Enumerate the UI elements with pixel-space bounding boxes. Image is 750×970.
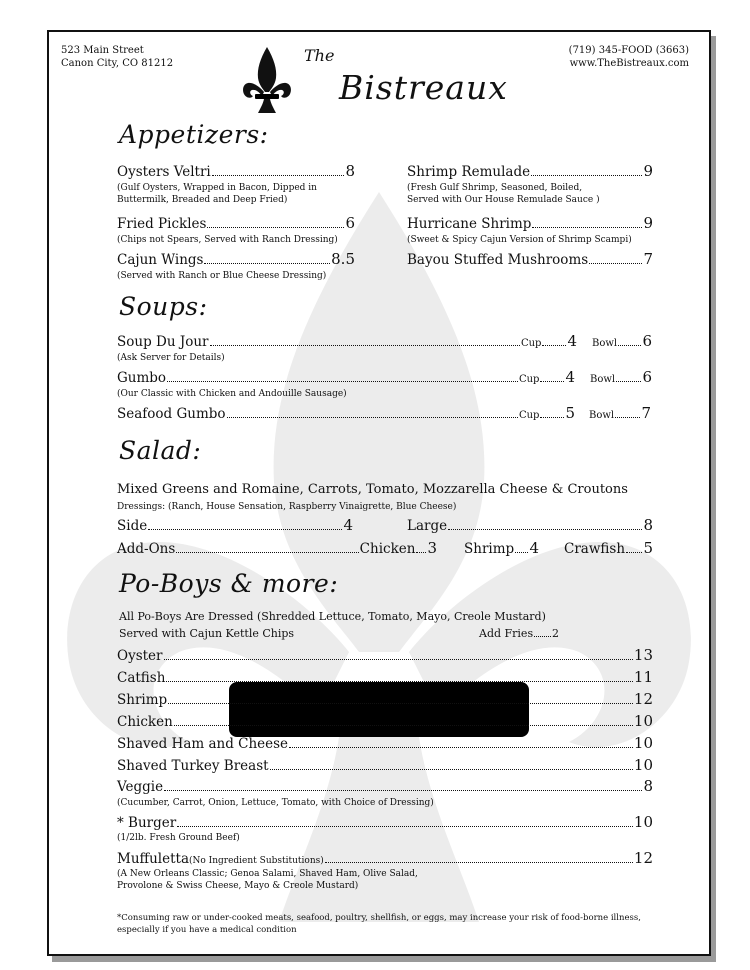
menu-item-shaved-turkey-breast	[117, 756, 653, 774]
menu-item-gumbo	[117, 368, 575, 386]
item-price: 10	[633, 756, 653, 774]
bowl-label: Bowl	[589, 410, 615, 421]
item-price: 4	[343, 516, 353, 534]
desc-line: Buttermilk, Breaded and Deep Fried)	[117, 195, 288, 205]
cup-price: 4	[565, 368, 575, 386]
item-price: 4	[529, 539, 539, 557]
item-price: 12	[633, 849, 653, 867]
salad-addon-crawfish	[564, 539, 653, 557]
phone-number: (719) 345-FOOD (3663)	[568, 45, 689, 56]
item-price: 9	[643, 162, 653, 180]
item-description: (Sweet & Spicy Cajun Version of Shrimp Scampi)	[407, 235, 632, 245]
menu-item-shrimp	[117, 690, 653, 708]
leader-dots	[416, 552, 426, 553]
desc-line: Provolone & Swiss Cheese, Mayo & Creole Mustard)	[117, 881, 359, 891]
salad-addons-chicken	[117, 539, 437, 557]
salad-addon-shrimp	[464, 539, 539, 557]
address-line-2: Canon City, CO 81212	[61, 58, 174, 69]
item-name: Soup Du Jour	[117, 334, 209, 350]
leader-dots	[616, 381, 641, 382]
item-price: 8.5	[331, 250, 355, 268]
leader-dots	[210, 345, 520, 346]
item-price: 2	[552, 627, 559, 640]
poboys-chips-note: Served with Cajun Kettle Chips	[119, 627, 295, 640]
cup-price: 5	[565, 404, 575, 422]
leader-dots	[164, 790, 642, 791]
leader-dots	[167, 381, 518, 382]
item-name: Oysters Veltri	[117, 164, 211, 180]
cup-label: Cup	[520, 338, 542, 349]
leader-dots	[270, 769, 633, 770]
item-price: 9	[643, 214, 653, 232]
item-price: 8	[643, 516, 653, 534]
menu-item-fried-pickles	[117, 214, 355, 232]
item-price: 3	[427, 539, 437, 557]
disclaimer-line: *Consuming raw or under-cooked meats, seafood, poultry, shellfish, or eggs, may increase your risk of food-borne illness,	[117, 913, 641, 923]
menu-item-oysters-veltri	[117, 162, 355, 180]
fleur-de-lis-logo-icon	[242, 45, 292, 115]
leader-dots	[176, 552, 358, 553]
menu-item-veggie	[117, 777, 653, 795]
cup-label: Cup	[518, 374, 540, 385]
item-name: Add Fries	[479, 627, 534, 640]
item-name: Seafood Gumbo	[117, 406, 226, 422]
menu-item-burger	[117, 813, 653, 831]
item-name: * Burger	[117, 815, 177, 831]
item-price: 10	[633, 813, 653, 831]
item-name: Chicken	[117, 714, 173, 730]
leader-dots	[166, 681, 632, 682]
cup-price: 4	[567, 332, 577, 350]
cup-label: Cup	[518, 410, 540, 421]
item-description: (Cucumber, Carrot, Onion, Lettuce, Tomato, with Choice of Dressing)	[117, 798, 434, 808]
disclaimer-line: especially if you have a medical condition	[117, 925, 297, 935]
item-price: 13	[633, 646, 653, 664]
leader-dots	[532, 227, 642, 228]
leader-dots	[289, 747, 633, 748]
soups-heading: Soups:	[119, 292, 208, 321]
leader-dots	[177, 826, 633, 827]
add-fries	[479, 627, 559, 640]
item-price: 12	[633, 690, 653, 708]
item-name: Large	[407, 518, 448, 534]
desc-line: (Fresh Gulf Shrimp, Seasoned, Boiled,	[407, 183, 583, 193]
menu-item-catfish	[117, 668, 653, 686]
salad-heading: Salad:	[119, 436, 202, 465]
menu-item-seafood-gumbo	[117, 404, 575, 422]
item-price: 10	[633, 712, 653, 730]
salad-dressings: Dressings: (Ranch, House Sensation, Raspberry Vinaigrette, Blue Cheese)	[117, 502, 457, 512]
website: www.TheBistreaux.com	[569, 58, 689, 69]
menu-item-cajun-wings	[117, 250, 355, 268]
item-description	[407, 182, 600, 206]
menu-item-hurricane-shrimp	[407, 214, 653, 232]
leader-dots	[618, 345, 641, 346]
address-line-1: 523 Main Street	[61, 45, 144, 56]
item-name: Bayou Stuffed Mushrooms	[407, 252, 589, 268]
item-description: (1/2lb. Fresh Ground Beef)	[117, 833, 240, 843]
menu-item-muffuletta	[117, 849, 653, 867]
item-price: 8	[643, 777, 653, 795]
item-name: Oyster	[117, 648, 163, 664]
salad-side	[117, 516, 353, 534]
leader-dots	[448, 529, 642, 530]
leader-dots	[174, 725, 633, 726]
leader-dots	[148, 529, 342, 530]
leader-dots	[227, 417, 518, 418]
leader-dots	[626, 552, 642, 553]
item-name: Hurricane Shrimp	[407, 216, 532, 232]
leader-dots	[542, 345, 566, 346]
bowl-price: 6	[642, 332, 652, 350]
item-description: (Ask Server for Details)	[117, 353, 225, 363]
item-name: Cajun Wings	[117, 252, 204, 268]
item-description: (Served with Ranch or Blue Cheese Dressing)	[117, 271, 327, 281]
menu-item-soup-du-jour	[117, 332, 577, 350]
footer-disclaimer	[117, 912, 641, 936]
item-name: Shrimp	[117, 692, 168, 708]
menu-item-chicken	[117, 712, 653, 730]
bowl-price: 6	[642, 368, 652, 386]
item-price: 7	[643, 250, 653, 268]
soup-bowl-price	[592, 332, 652, 350]
item-name: Shrimp Remulade	[407, 164, 531, 180]
salad-description: Mixed Greens and Romaine, Carrots, Tomato, Mozzarella Cheese & Croutons	[117, 482, 628, 497]
menu-page	[47, 30, 711, 956]
leader-dots	[207, 227, 344, 228]
item-description: (Chips not Spears, Served with Ranch Dressing)	[117, 235, 338, 245]
desc-line: (A New Orleans Classic; Genoa Salami, Shaved Ham, Olive Salad,	[117, 869, 418, 879]
leader-dots	[531, 175, 642, 176]
bowl-label: Bowl	[592, 338, 618, 349]
addon-name: Chicken	[359, 541, 416, 557]
addon-name: Shrimp	[464, 541, 515, 557]
item-name: Fried Pickles	[117, 216, 207, 232]
leader-dots	[615, 417, 640, 418]
restaurant-name: Bistreaux	[339, 68, 508, 107]
item-price: 11	[633, 668, 653, 686]
item-price: 8	[345, 162, 355, 180]
menu-item-shrimp-remulade	[407, 162, 653, 180]
leader-dots	[325, 862, 633, 863]
contact-info	[569, 44, 689, 70]
item-name: Muffuletta	[117, 851, 190, 867]
item-description	[117, 182, 317, 206]
item-name: Shaved Ham and Cheese	[117, 736, 289, 752]
logo-the: The	[304, 46, 335, 65]
item-description	[117, 868, 418, 892]
menu-item-shaved-ham-and-cheese	[117, 734, 653, 752]
leader-dots	[204, 263, 330, 264]
item-price: 5	[643, 539, 653, 557]
bowl-price: 7	[641, 404, 651, 422]
menu-item-oyster	[117, 646, 653, 664]
leader-dots	[515, 552, 528, 553]
salad-large	[407, 516, 653, 534]
item-name: Add-Ons	[117, 541, 176, 557]
item-name: Side	[117, 518, 148, 534]
item-price: 6	[345, 214, 355, 232]
desc-line: Served with Our House Remulade Sauce )	[407, 195, 600, 205]
leader-dots	[164, 659, 633, 660]
leader-dots	[168, 703, 633, 704]
leader-dots	[540, 381, 564, 382]
leader-dots	[212, 175, 345, 176]
address	[61, 44, 173, 70]
soup-bowl-price	[589, 404, 651, 422]
poboys-note: All Po-Boys Are Dressed (Shredded Lettuce, Tomato, Mayo, Creole Mustard)	[119, 610, 546, 623]
desc-line: (Gulf Oysters, Wrapped in Bacon, Dipped in	[117, 183, 317, 193]
addon-name: Crawfish	[564, 541, 626, 557]
item-name: Catfish	[117, 670, 166, 686]
leader-dots	[534, 636, 551, 637]
item-name: Veggie	[117, 779, 164, 795]
poboys-heading: Po-Boys & more:	[119, 569, 339, 598]
item-name: Gumbo	[117, 370, 167, 386]
item-description: (Our Classic with Chicken and Andouille Sausage)	[117, 389, 347, 399]
item-price: 10	[633, 734, 653, 752]
soup-bowl-price	[590, 368, 652, 386]
leader-dots	[589, 263, 642, 264]
appetizers-heading: Appetizers:	[119, 120, 269, 149]
item-name: Shaved Turkey Breast	[117, 758, 269, 774]
item-note: (No Ingredient Substitutions)	[189, 856, 324, 866]
leader-dots	[540, 417, 564, 418]
bowl-label: Bowl	[590, 374, 616, 385]
menu-item-bayou-stuffed-mushrooms	[407, 250, 653, 268]
